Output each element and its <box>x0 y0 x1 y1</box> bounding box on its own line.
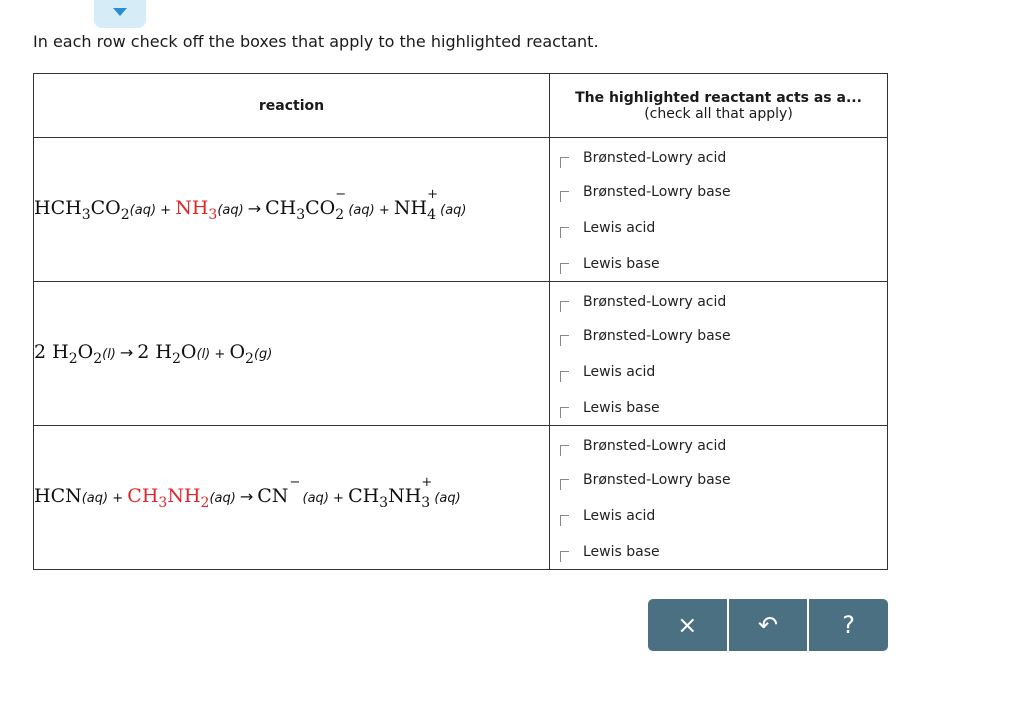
reaction-row <box>34 426 888 570</box>
option-label[interactable]: Lewis acid <box>583 220 656 236</box>
checkbox[interactable] <box>560 157 569 168</box>
reaction-equation-cell <box>34 282 550 426</box>
option-label[interactable]: Brønsted-Lowry acid <box>583 294 727 310</box>
ion-charge <box>427 186 438 223</box>
checkbox[interactable] <box>560 371 569 382</box>
reaction-arrow-icon: → <box>239 486 254 506</box>
option-checkbox-item[interactable] <box>560 292 726 312</box>
header-acts-as <box>550 74 888 138</box>
subscript: 2 <box>335 206 345 223</box>
option-checkbox-item[interactable] <box>560 436 726 456</box>
ion-charge <box>421 474 433 511</box>
formula-part: CH <box>348 484 380 507</box>
formula-part: CH <box>265 196 297 219</box>
plus-operator: + <box>108 490 128 506</box>
clear-button[interactable] <box>648 599 727 651</box>
subscript: 3 <box>208 206 218 223</box>
reaction-row <box>34 282 888 426</box>
subscript: 3 <box>296 206 306 223</box>
plus-operator: + <box>156 202 176 218</box>
option-checkbox-item[interactable] <box>560 470 731 490</box>
charge-superscript: − <box>289 474 301 490</box>
option-label[interactable]: Lewis base <box>583 256 660 272</box>
option-label[interactable]: Brønsted-Lowry base <box>583 328 731 344</box>
formula-part: O <box>77 340 94 363</box>
reaction-equation-cell <box>34 138 550 282</box>
help-icon: ? <box>842 611 856 639</box>
formula-part: NH <box>388 484 422 507</box>
formula-part: O <box>180 340 197 363</box>
plus-operator: + <box>328 490 349 506</box>
ion-charge <box>288 474 301 507</box>
state-label: (l) <box>196 346 211 362</box>
charge-superscript: − <box>335 186 347 202</box>
reaction-arrow-icon: → <box>247 198 262 218</box>
option-checkbox-item[interactable] <box>560 362 655 382</box>
charge-superscript: + <box>421 474 433 490</box>
subscript: 3 <box>158 494 168 511</box>
answer-toolbar <box>648 599 888 651</box>
checkbox[interactable] <box>560 335 569 346</box>
header-reaction: reaction <box>34 74 550 138</box>
options-cell <box>550 282 888 426</box>
subscript: 2 <box>245 350 254 367</box>
formula-part: HCN <box>34 484 82 507</box>
plus-operator: + <box>374 202 394 218</box>
checkbox[interactable] <box>560 407 569 418</box>
subscript: 3 <box>421 494 431 511</box>
subscript: 4 <box>427 206 436 223</box>
checkbox[interactable] <box>560 191 569 202</box>
charge-superscript: + <box>427 186 438 202</box>
close-icon: × <box>677 611 698 639</box>
highlighted-formula-part: NH <box>167 484 201 507</box>
reaction-equation-cell <box>34 426 550 570</box>
checkbox[interactable] <box>560 227 569 238</box>
help-button[interactable] <box>807 599 888 651</box>
option-checkbox-item[interactable] <box>560 398 660 418</box>
subscript: 2 <box>93 350 103 367</box>
state-label: (aq) <box>298 490 329 506</box>
formula-part: 2 H <box>137 340 172 363</box>
option-label[interactable]: Brønsted-Lowry acid <box>583 150 727 166</box>
undo-icon: ↶ <box>757 611 779 639</box>
subscript: 3 <box>379 494 389 511</box>
chevron-down-icon[interactable] <box>113 8 127 16</box>
state-label: (aq) <box>344 202 375 218</box>
state-label: (aq) <box>209 490 236 506</box>
formula-part: NH <box>393 196 428 219</box>
options-cell <box>550 426 888 570</box>
option-checkbox-item[interactable] <box>560 326 731 346</box>
state-label: (g) <box>253 346 273 362</box>
header-acts-as-sub: (check all that apply) <box>644 105 793 122</box>
highlighted-formula-part: NH <box>175 196 209 219</box>
checkbox[interactable] <box>560 515 569 526</box>
collapse-tab[interactable] <box>94 0 146 28</box>
option-label[interactable]: Lewis base <box>583 400 660 416</box>
option-checkbox-item[interactable] <box>560 218 655 238</box>
highlighted-formula-part: CH <box>127 484 159 507</box>
checkbox[interactable] <box>560 445 569 456</box>
option-checkbox-item[interactable] <box>560 182 731 202</box>
option-label[interactable]: Brønsted-Lowry acid <box>583 438 727 454</box>
instructions: In each row check off the boxes that apply to the highlighted reactant. <box>33 32 599 51</box>
option-checkbox-item[interactable] <box>560 254 660 274</box>
header-acts-as-title: The highlighted reactant acts as a... <box>575 89 862 106</box>
state-label: (aq) <box>430 490 461 506</box>
formula-part: HCH <box>34 196 82 219</box>
checkbox[interactable] <box>560 301 569 312</box>
subscript: 2 <box>120 206 130 223</box>
option-label[interactable]: Lewis base <box>583 544 660 560</box>
formula-part: CO <box>305 196 336 219</box>
subscript: 2 <box>200 494 210 511</box>
formula-part: CO <box>90 196 121 219</box>
reactions-table <box>33 73 888 570</box>
formula-part: O <box>229 340 246 363</box>
option-checkbox-item[interactable] <box>560 148 726 168</box>
state-label: (l) <box>102 346 116 362</box>
subscript: 3 <box>81 206 91 223</box>
reaction-equation <box>34 340 273 367</box>
subscript: 2 <box>68 350 78 367</box>
state-label: (aq) <box>129 202 157 218</box>
option-label[interactable]: Lewis acid <box>583 508 656 524</box>
option-label[interactable]: Lewis acid <box>583 364 656 380</box>
state-label: (aq) <box>81 490 109 506</box>
ion-charge <box>335 186 347 223</box>
reaction-equation <box>34 474 461 511</box>
formula-part: CN <box>257 484 289 507</box>
checkbox[interactable] <box>560 479 569 490</box>
state-label: (aq) <box>435 202 467 218</box>
plus-operator: + <box>210 346 230 362</box>
option-label[interactable]: Brønsted-Lowry base <box>583 472 731 488</box>
state-label: (aq) <box>217 202 244 218</box>
checkbox[interactable] <box>560 263 569 274</box>
undo-button[interactable] <box>727 599 808 651</box>
option-checkbox-item[interactable] <box>560 542 660 562</box>
reaction-row <box>34 138 888 282</box>
reaction-arrow-icon: → <box>119 342 134 362</box>
option-label[interactable]: Brønsted-Lowry base <box>583 184 731 200</box>
options-cell <box>550 138 888 282</box>
option-checkbox-item[interactable] <box>560 506 655 526</box>
subscript: 2 <box>172 350 181 367</box>
checkbox[interactable] <box>560 551 569 562</box>
reaction-equation <box>34 186 467 223</box>
formula-part: 2 H <box>34 340 69 363</box>
